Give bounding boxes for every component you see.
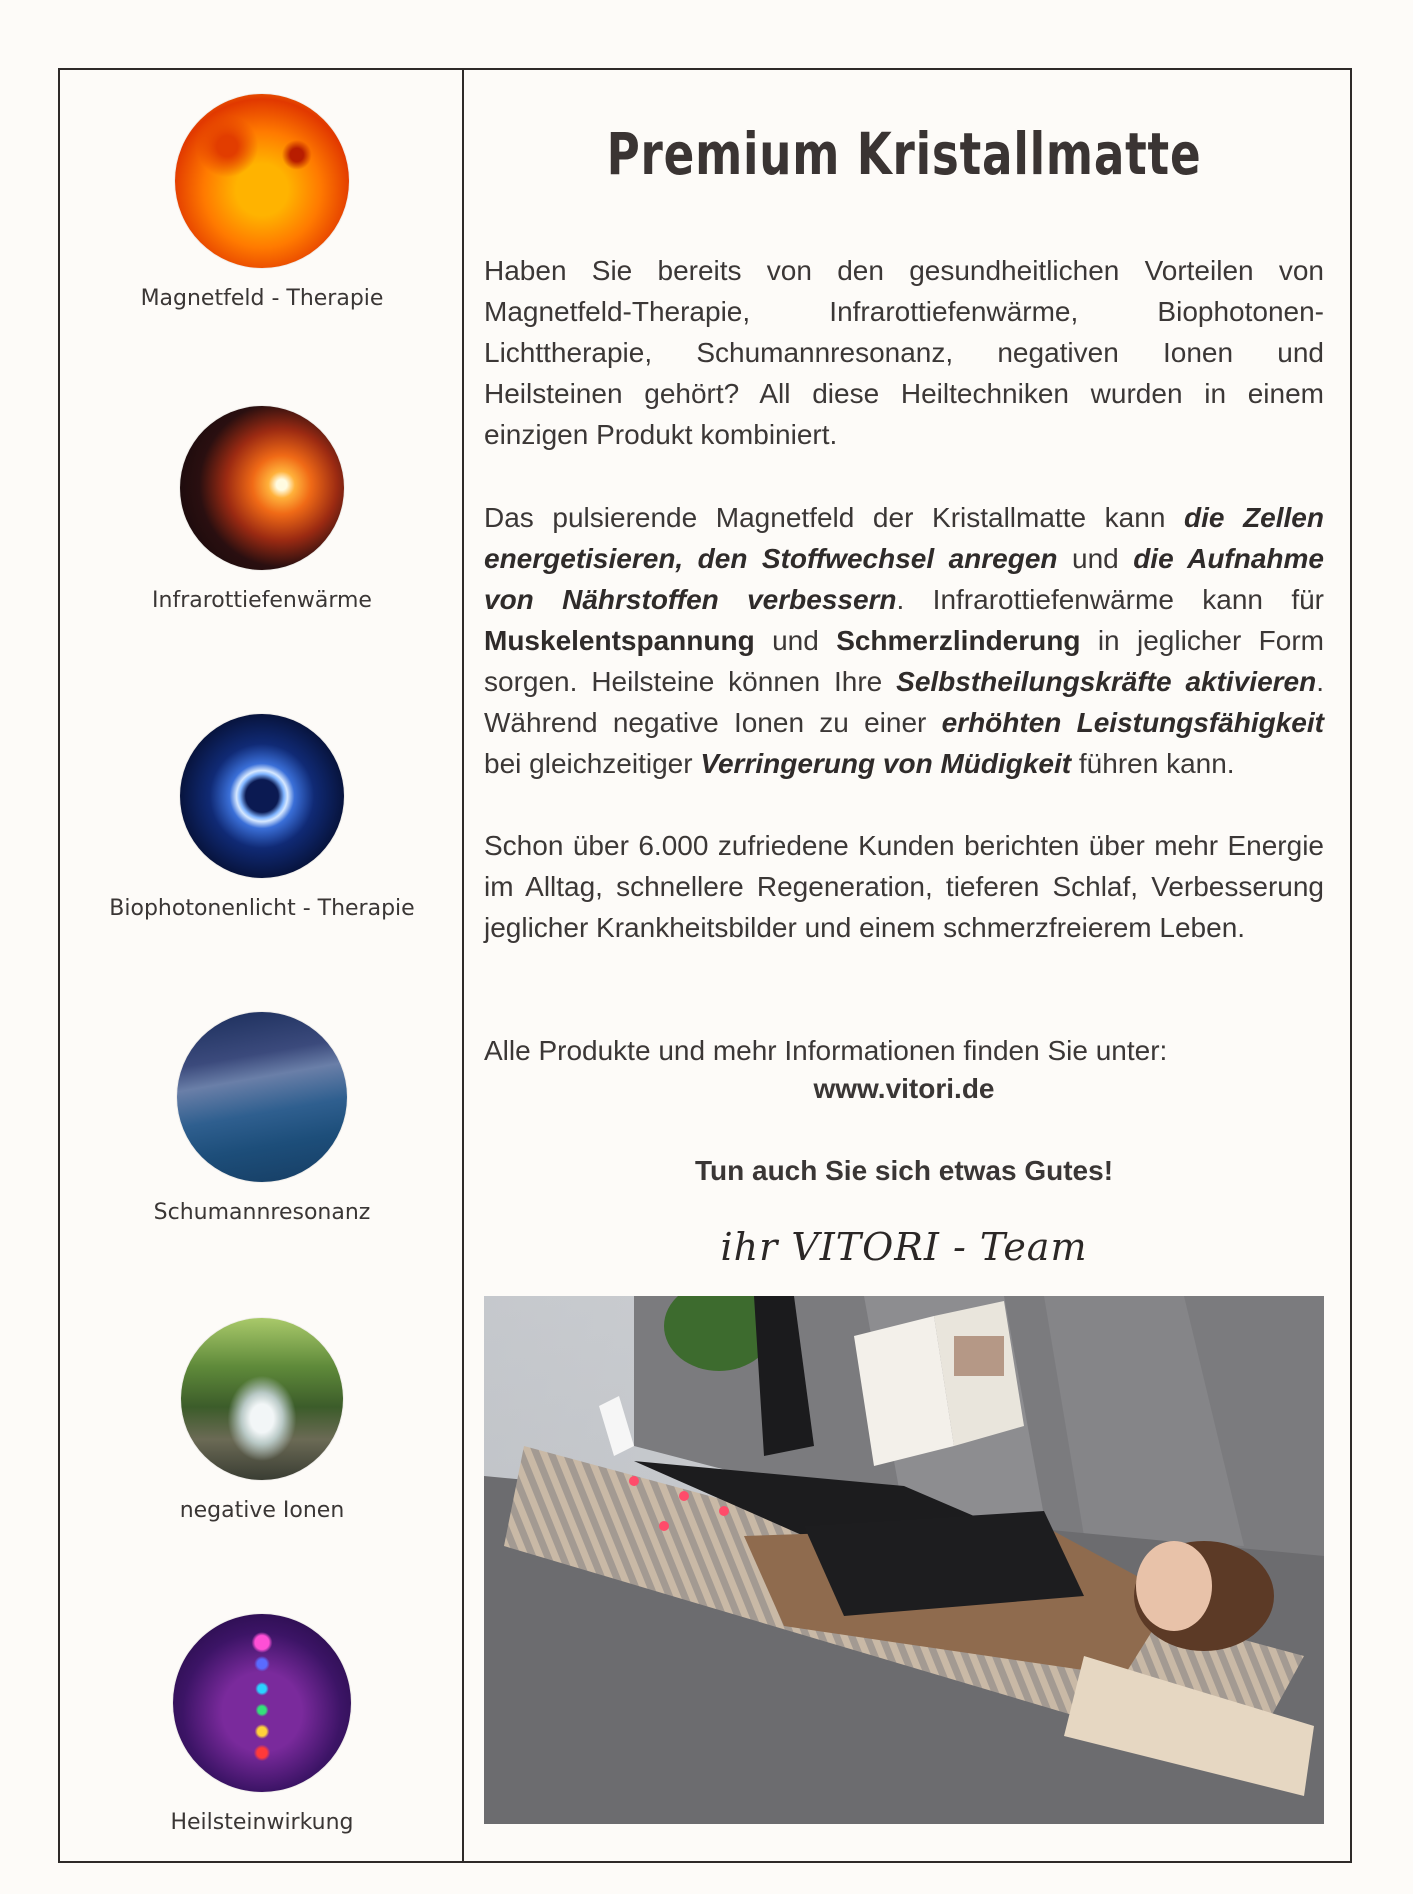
caption-magnetfeld: Magnetfeld - Therapie <box>140 286 384 311</box>
caption-ionen: negative Ionen <box>179 1498 345 1523</box>
negative-ions-icon <box>181 1318 343 1480</box>
magnetic-field-icon <box>175 94 349 268</box>
intro-paragraph: Haben Sie bereits von den gesundheitlichen Vorteilen von Magnetfeld-Therapie, Infrarottiefenwärme, Biophotonen-Lichttherapie, Schumannresonanz, negativen Ionen und Heilsteinen gehört? All diese Heiltechniken wurden in einem einzigen Produkt kombiniert. <box>484 255 1324 450</box>
crystal-mat-photo <box>484 1296 1324 1824</box>
healing-stone-icon <box>173 1614 351 1792</box>
sidebar-item-heilstein <box>92 1614 432 1835</box>
column-divider <box>462 70 464 1861</box>
biophoton-light-icon <box>180 714 344 878</box>
infrared-heat-icon <box>180 406 344 570</box>
customers-paragraph: Schon über 6.000 zufriedene Kunden berichten über mehr Energie im Alltag, schnellere Regeneration, tieferen Schlaf, Verbesserung jeglicher Krankheitsbilder und einem schmerzfreierem Leben. <box>484 830 1324 943</box>
product-photo <box>484 1296 1324 1824</box>
page-frame <box>58 68 1352 1863</box>
main-content <box>484 70 1324 1860</box>
sidebar-item-infrarot <box>92 406 432 613</box>
schumann-resonance-icon <box>177 1012 347 1182</box>
page-title: Premium Kristallmatte <box>606 120 1202 188</box>
caption-infrarot: Infrarottiefenwärme <box>152 588 372 613</box>
sidebar-item-schumann <box>92 1012 432 1225</box>
caption-heilstein: Heilsteinwirkung <box>170 1810 354 1835</box>
caption-schumann: Schumannresonanz <box>153 1200 371 1225</box>
website-link[interactable]: www.vitori.de <box>813 1073 995 1104</box>
sidebar-item-ionen <box>92 1318 432 1523</box>
benefits-paragraph: Das pulsierende Magnetfeld der Kristallmatte kann die Zellen energetisieren, den Stoffwechsel anregen und die Aufnahme von Nährstoffen verbessern. Infrarottiefenwärme kann für Muskelentspannung und Schmerzlinderung in jeglicher Form sorgen. Heilsteine können Ihre Selbstheilungskräfte aktivieren. Während negative Ionen zu einer erhöhten Leistungsfähigkeit bei gleichzeitiger Verringerung von Müdigkeit führen kann. <box>484 502 1324 779</box>
slogan: Tun auch Sie sich etwas Gutes! <box>694 1155 1114 1186</box>
caption-biophotonen: Biophotonenlicht - Therapie <box>109 896 415 921</box>
info-line: Alle Produkte und mehr Informationen finden Sie unter: <box>484 1035 1168 1066</box>
sidebar-item-magnetfeld <box>92 94 432 311</box>
sidebar-item-biophotonen <box>92 714 432 921</box>
signature: ihr VITORI - Team <box>720 1225 1088 1269</box>
